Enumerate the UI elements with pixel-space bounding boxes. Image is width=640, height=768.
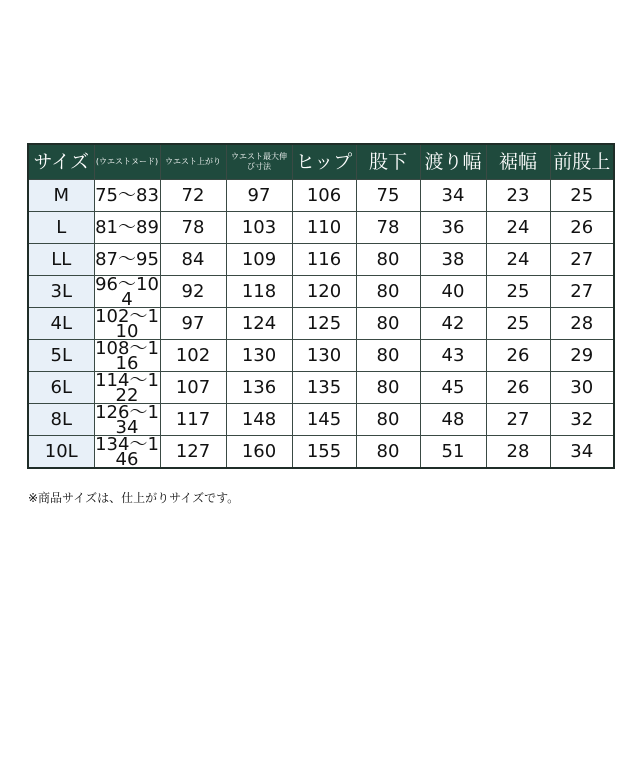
- table-cell: 26: [550, 212, 614, 244]
- size-label-cell: LL: [28, 244, 94, 276]
- table-row: [28, 244, 614, 276]
- table-cell: 32: [550, 404, 614, 436]
- table-cell: 97: [160, 308, 226, 340]
- table-cell: 117: [160, 404, 226, 436]
- table-cell: 38: [420, 244, 486, 276]
- table-cell: 51: [420, 436, 486, 469]
- table-cell: 126～134: [95, 403, 159, 436]
- table-cell: 27: [486, 404, 550, 436]
- size-label-cell: 10L: [28, 436, 94, 469]
- table-cell: 72: [160, 180, 226, 212]
- table-cell: 25: [550, 180, 614, 212]
- table-cell: 40: [420, 276, 486, 308]
- table-cell: 87～95: [94, 244, 160, 276]
- table-cell: 127: [160, 436, 226, 469]
- table-cell: 80: [356, 436, 420, 469]
- table-cell: 43: [420, 340, 486, 372]
- table-cell: 78: [356, 212, 420, 244]
- table-cell: 34: [550, 436, 614, 469]
- header-row: [28, 144, 614, 180]
- table-row: [28, 404, 614, 436]
- header-thigh: 渡り幅: [420, 144, 486, 180]
- size-label-cell: 5L: [28, 340, 94, 372]
- table-cell: 107: [160, 372, 226, 404]
- table-cell: 103: [226, 212, 292, 244]
- table-cell: 92: [160, 276, 226, 308]
- size-table: [27, 143, 615, 469]
- table-cell: 160: [226, 436, 292, 469]
- table-cell: 80: [356, 404, 420, 436]
- table-cell: 114～122: [95, 371, 159, 404]
- table-cell: 130: [292, 340, 356, 372]
- table-cell: 26: [486, 372, 550, 404]
- table-row: [28, 212, 614, 244]
- table-body: [28, 180, 614, 469]
- table-cell: 102: [160, 340, 226, 372]
- table-cell: 155: [292, 436, 356, 469]
- size-label-cell: 3L: [28, 276, 94, 308]
- table-cell: 80: [356, 244, 420, 276]
- table-cell: 27: [550, 244, 614, 276]
- table-cell: 124: [226, 308, 292, 340]
- table-cell: 134～146: [95, 435, 159, 468]
- header-front-rise: 前股上: [550, 144, 614, 180]
- table-cell: 125: [292, 308, 356, 340]
- table-row: [28, 180, 614, 212]
- table-cell: 36: [420, 212, 486, 244]
- size-label-cell: 8L: [28, 404, 94, 436]
- table-cell: 30: [550, 372, 614, 404]
- table-cell: 136: [226, 372, 292, 404]
- header-waist-finished: ウエスト上がり: [160, 144, 226, 180]
- table-cell: 109: [226, 244, 292, 276]
- table-cell: 106: [292, 180, 356, 212]
- table-cell: 78: [160, 212, 226, 244]
- table-cell: 24: [486, 244, 550, 276]
- table-cell: 84: [160, 244, 226, 276]
- table-row: [28, 276, 614, 308]
- table-cell: 25: [486, 308, 550, 340]
- table-cell: 34: [420, 180, 486, 212]
- table-cell: 28: [550, 308, 614, 340]
- table-cell: 26: [486, 340, 550, 372]
- table-cell: 116: [292, 244, 356, 276]
- table-cell: 96～104: [95, 275, 159, 308]
- table-row: [28, 308, 614, 340]
- table-cell: 80: [356, 372, 420, 404]
- table-cell: 25: [486, 276, 550, 308]
- table-cell: 45: [420, 372, 486, 404]
- table-row: [28, 340, 614, 372]
- header-waist-nude: (ウエストヌード): [94, 144, 160, 180]
- header-inseam: 股下: [356, 144, 420, 180]
- table-cell: 75: [356, 180, 420, 212]
- table-cell: 23: [486, 180, 550, 212]
- header-hem: 裾幅: [486, 144, 550, 180]
- table-cell: 29: [550, 340, 614, 372]
- size-note: ※商品サイズは、仕上がりサイズです。: [28, 491, 240, 505]
- size-label-cell: M: [28, 180, 94, 212]
- header-hip: ヒップ: [292, 144, 356, 180]
- size-label-cell: 4L: [28, 308, 94, 340]
- table-cell: 80: [356, 276, 420, 308]
- table-cell: 80: [356, 308, 420, 340]
- table-cell: 135: [292, 372, 356, 404]
- table-cell: 102～110: [95, 307, 159, 340]
- table-cell: 97: [226, 180, 292, 212]
- table-cell: 130: [226, 340, 292, 372]
- table-cell: 110: [292, 212, 356, 244]
- table-cell: 118: [226, 276, 292, 308]
- header-size: サイズ: [28, 144, 94, 180]
- table-cell: 145: [292, 404, 356, 436]
- table-cell: 80: [356, 340, 420, 372]
- table-cell: 24: [486, 212, 550, 244]
- size-label-cell: L: [28, 212, 94, 244]
- table-row: [28, 436, 614, 469]
- table-cell: 148: [226, 404, 292, 436]
- table-cell: 42: [420, 308, 486, 340]
- header-waist-max: ウエスト最大伸び寸法: [226, 144, 292, 180]
- table-cell: 120: [292, 276, 356, 308]
- table-cell: 81～89: [94, 212, 160, 244]
- table-row: [28, 372, 614, 404]
- table-cell: 27: [550, 276, 614, 308]
- table-cell: 28: [486, 436, 550, 469]
- table-cell: 75～83: [94, 180, 160, 212]
- table-cell: 108～116: [95, 339, 159, 372]
- table-cell: 48: [420, 404, 486, 436]
- size-label-cell: 6L: [28, 372, 94, 404]
